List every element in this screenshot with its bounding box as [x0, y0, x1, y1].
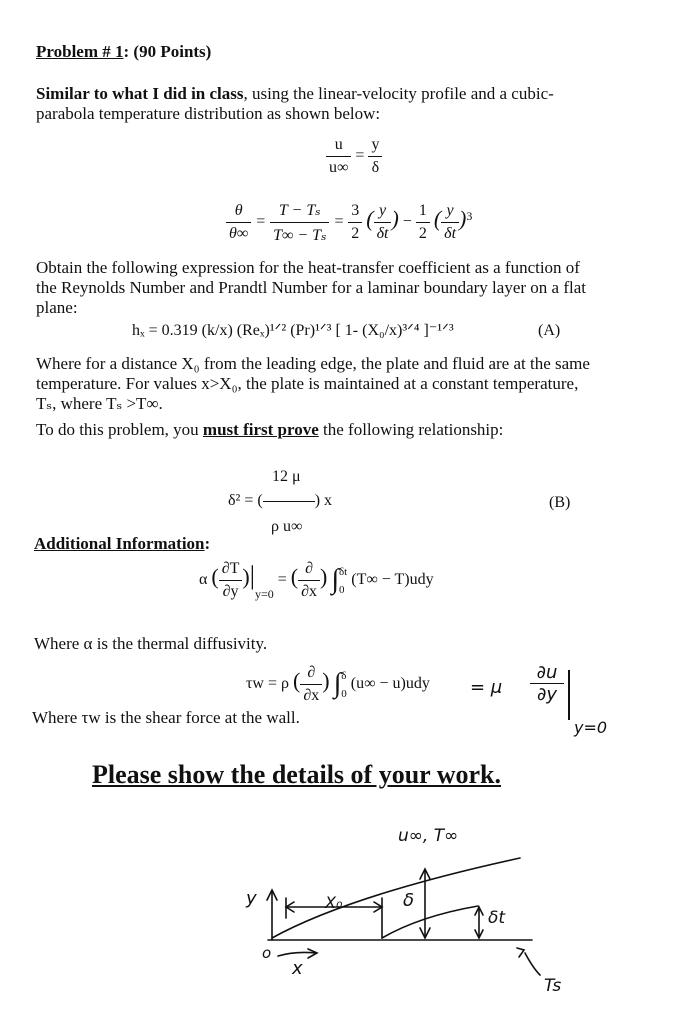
- eq-velocity-rhs-den: δ: [371, 159, 380, 176]
- intro-rest: , using the linear-velocity profile and a cubic-: [243, 84, 554, 103]
- eq-temp-c1-num: 3: [351, 202, 360, 219]
- hand-du-dy: [530, 662, 564, 705]
- ts-pointer: [525, 953, 540, 975]
- intro-line-1: [36, 84, 554, 104]
- problem-points: : (90 Points): [123, 42, 212, 61]
- ts-pointer-arrowhead: [517, 948, 524, 957]
- eq-b-den: ρ u∞: [271, 518, 303, 535]
- eq-shear-upper: δ: [341, 669, 347, 682]
- where-line-2: temperature. For values x>X₀, the plate is maintained at a constant temperature,: [36, 374, 579, 393]
- eq-temp-num: T − Tₛ: [278, 202, 321, 219]
- eq-shear: τw = ρ ( $\frac{\partial}{\partial x}$ ) ∫ δ 0 (u∞ − u)udy: [246, 664, 430, 704]
- eq-temp-ratio1-den: δt: [376, 225, 389, 242]
- intro-bold: Similar to what I did in class: [36, 84, 244, 103]
- hand-du: ∂u: [536, 662, 558, 683]
- eq-temp-c2-den: 2: [418, 225, 427, 242]
- eq-velocity-profile: $\frac{u}{u\infty}$ = $\frac{y}{\delta}$: [326, 136, 382, 177]
- x-axis-arrow: [278, 952, 316, 956]
- velocity-boundary-layer-curve: [272, 858, 520, 938]
- eq-temp-theta-inf: θ∞: [229, 225, 249, 242]
- obtain-line-2: the Reynolds Number and Prandtl Number for a laminar boundary layer on a flat: [36, 278, 586, 297]
- where-line-4: [36, 420, 503, 440]
- x-axis-arrowhead: [308, 949, 317, 958]
- sketch-ts-label: Ts: [544, 976, 562, 996]
- y-axis-arrowhead: [267, 890, 277, 900]
- eq-temp-power: 3: [466, 208, 473, 223]
- obtain-line-1: Obtain the following expression for the heat-transfer coefficient as a function of: [36, 258, 580, 277]
- where-line-4-a: To do this problem, you: [36, 420, 203, 439]
- where-tau: Where τw is the shear force at the wall.: [32, 708, 300, 727]
- eq-heat-d-num: ∂: [305, 560, 313, 577]
- delta-up-arrowhead: [420, 869, 430, 879]
- eq-temp-ratio1-num: y: [378, 202, 387, 219]
- sketch-x-label: x: [292, 958, 303, 979]
- delta-t-up-arrowhead: [475, 907, 483, 915]
- obtain-line-3: plane:: [36, 298, 78, 317]
- sketch-y-label: y: [246, 888, 257, 909]
- eq-b-lhs: [228, 492, 332, 510]
- delta-down-arrowhead: [420, 928, 430, 938]
- eq-shear-tau: τw = ρ: [246, 675, 289, 693]
- eq-shear-d-den: ∂x: [303, 687, 320, 704]
- eq-temp-c1-den: 2: [351, 225, 360, 242]
- where-line-4-c: the following relationship:: [318, 420, 504, 439]
- eq-heat-flux: α ( $\frac{\partial T}{\partial y}$ )$|_{y=0}$ = ( $\frac{\partial}{\partial x}$ ) ∫ δt 0 (T∞ − T)udy: [199, 560, 434, 602]
- eq-heat-d-den: ∂x: [301, 583, 317, 600]
- hand-dy: ∂y: [537, 684, 557, 705]
- eq-temp-ratio2-num: y: [446, 202, 454, 219]
- eq-temp-den: T∞ − Tₛ: [273, 227, 327, 244]
- eq-b-label: (B): [549, 494, 571, 511]
- hand-eq-mu: = μ: [470, 677, 503, 698]
- x0-left-arrowhead: [286, 902, 294, 912]
- eq-a: hₓ = 0.319 (k/x) (Reₓ)¹ᐟ² (Pr)¹ᐟ³ [ 1- (X₀/x)³ᐟ⁴ ]⁻¹ᐟ³: [132, 322, 454, 339]
- eq-heat-eval: y=0: [254, 587, 274, 602]
- eq-velocity-lhs-num: u: [334, 136, 343, 153]
- hand-eval: y=0: [574, 718, 608, 737]
- sketch-delta-t-label: δt: [488, 908, 506, 928]
- additional-heading-text: Additional Information: [34, 534, 205, 553]
- eq-temp-c2-num: 1: [418, 202, 427, 219]
- sketch-x0-label: X₀: [325, 893, 343, 912]
- eq-velocity-lhs-den: u∞: [329, 159, 349, 176]
- must-first-prove: must first prove: [202, 420, 319, 439]
- problem-title: [36, 42, 211, 62]
- eq-temperature-profile: $\frac{\theta}{\theta\infty}$ = $\frac{\text{T − Tₛ}}{\text{T∞ − Tₛ}}$ = $\frac{3}{2}$ ( $\frac{y}{\delta t}$ ) − $\frac{1}{2}$ ( $\frac{y}{\delta t}$ )$^3$: [226, 200, 472, 245]
- eq-temp-ratio2-den: δt: [444, 225, 457, 242]
- eq-shear-integrand: (u∞ − u)udy: [350, 675, 430, 693]
- problem-label: Problem # 1: [36, 42, 124, 61]
- sketch-delta-label: δ: [403, 890, 415, 911]
- eq-b-num: 12 μ: [272, 468, 301, 485]
- eq-b-rhs-text: ) x: [314, 492, 333, 509]
- eq-a-label: (A): [538, 322, 561, 339]
- intro-line-2: parabola temperature distribution as shown below:: [36, 104, 381, 123]
- additional-heading: [34, 534, 210, 554]
- eq-shear-d-num: ∂: [307, 664, 316, 681]
- eq-heat-lhs-num: ∂T: [221, 560, 240, 577]
- where-line-3: Tₛ, where Tₛ >T∞.: [36, 394, 163, 413]
- eq-heat-alpha: α: [199, 571, 208, 589]
- where-alpha: Where α is the thermal diffusivity.: [34, 634, 268, 653]
- sketch-free-stream-label: u∞, T∞: [398, 826, 459, 846]
- eq-b-lhs-text: δ² = (: [228, 492, 263, 509]
- eq-heat-lower: 0: [339, 583, 345, 596]
- show-work-heading: Please show the details of your work.: [92, 760, 502, 789]
- eq-temp-theta: θ: [234, 202, 243, 219]
- thermal-boundary-layer-curve: [382, 906, 478, 938]
- eq-heat-integrand: (T∞ − T)udy: [351, 571, 434, 589]
- x0-right-arrowhead: [374, 902, 382, 912]
- eq-shear-lower: 0: [341, 687, 347, 700]
- hand-eval-bar: [568, 670, 570, 720]
- eq-heat-lhs-den: ∂y: [222, 583, 239, 600]
- eq-velocity-rhs-num: y: [371, 136, 380, 153]
- delta-t-down-arrowhead: [475, 930, 483, 938]
- where-line-1: Where for a distance X₀ from the leading edge, the plate and fluid are at the same: [36, 354, 590, 373]
- eq-heat-upper: δt: [339, 565, 348, 578]
- sketch-origin-label: o: [262, 944, 272, 962]
- additional-colon: :: [204, 534, 211, 553]
